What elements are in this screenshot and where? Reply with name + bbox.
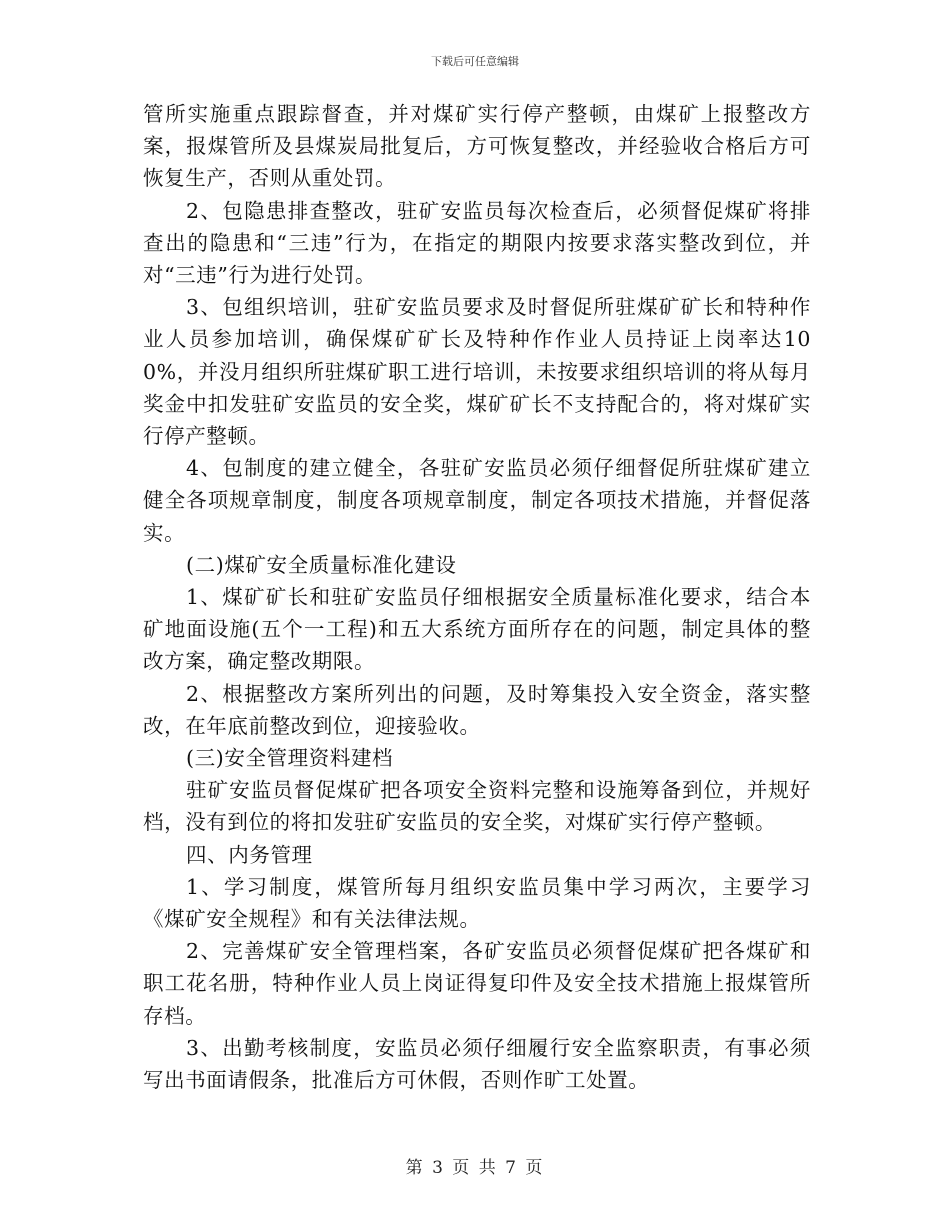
- paragraph-item-2-hazard: 2、包隐患排查整改，驻矿安监员每次检查后，必须督促煤矿将排查出的隐患和“三违”行为，在指定的期限内按要求落实整改到位，并对“三违”行为进行处罚。: [143, 198, 811, 288]
- paragraph-study-system: 1、学习制度，煤管所每月组织安监员集中学习两次，主要学习《煤矿安全规程》和有关法律法规。: [143, 874, 811, 932]
- paragraph-standardization-2: 2、根据整改方案所列出的问题，及时筹集投入安全资金，落实整改，在年底前整改到位，迎接验收。: [143, 681, 811, 738]
- paragraph-attendance: 3、出勤考核制度，安监员必须仔细履行安全监察职责，有事必须写出书面请假条，批准后方可休假，否则作旷工处置。: [143, 1035, 811, 1093]
- section-heading-4: 四、内务管理: [186, 842, 313, 867]
- page-number: 第 3 页 共 7 页: [405, 1158, 545, 1178]
- paragraph-continuation: 管所实施重点跟踪督查，并对煤矿实行停产整顿，由煤矿上报整改方案，报煤管所及县煤炭局批复后，方可恢复整改，并经验收合格后方可恢复生产，否则从重处罚。: [143, 102, 811, 191]
- section-heading-3: (三)安全管理资料建档: [186, 746, 394, 771]
- paragraph-item-3-training: 3、包组织培训，驻矿安监员要求及时督促所驻煤矿矿长和特种作业人员参加培训，确保煤矿矿长及特种作作业人员持证上岗率达100%，并没月组织所驻煤矿职工进行培训，未按要求组织培训的将从每月奖金中扣发驻矿安监员的安全奖，煤矿矿长不支持配合的，将对煤矿实行停产整顿。: [143, 295, 811, 449]
- paragraph-standardization-1: 1、煤矿矿长和驻矿安监员仔细根据安全质量标准化要求，结合本矿地面设施(五个一工程)和五大系统方面所存在的问题，制定具体的整改方案，确定整改期限。: [143, 585, 811, 674]
- paragraph-archiving: 驻矿安监员督促煤矿把各项安全资料完整和设施筹备到位，并规好档，没有到位的将扣发驻矿安监员的安全奖，对煤矿实行停产整顿。: [143, 778, 811, 835]
- section-heading-2: (二)煤矿安全质量标准化建设: [186, 552, 457, 577]
- paragraph-item-4-system: 4、包制度的建立健全，各驻矿安监员必须仔细督促所驻煤矿建立健全各项规章制度，制度各项规章制度，制定各项技术措施，并督促落实。: [143, 456, 811, 545]
- document-body: [143, 98, 811, 1096]
- paragraph-archives: 2、完善煤矿安全管理档案，各矿安监员必须督促煤矿把各煤矿和职工花名册，特种作业人员上岗证得复印件及安全技术措施上报煤管所存档。: [143, 939, 811, 1028]
- header-note: 下载后可任意编辑: [431, 55, 519, 68]
